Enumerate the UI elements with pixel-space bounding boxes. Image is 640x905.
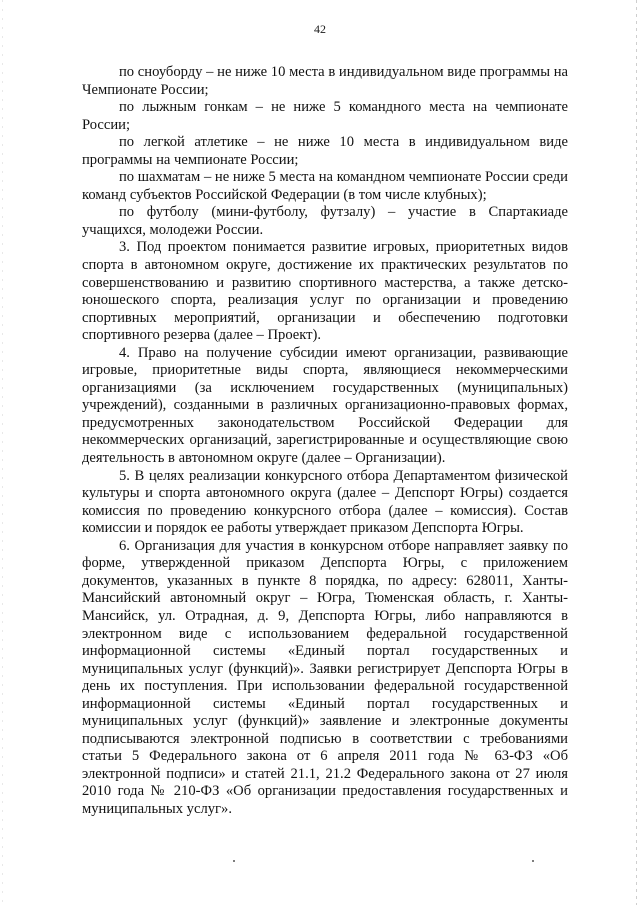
paragraph-clause-6: 6. Организация для участия в конкурсном отборе направляет заявку по форме, утвержденной приказом Депспорта Югры, с приложением документов, указанных в пункте 8 порядка, по адресу: 628011, Ханты-Мансийский автономный округ – Югра, Тюменская область, г. Ханты-Мансийск, ул. Отрадная, д. 9, Депспорта Югры, либо направляются в электронном виде с использованием федеральной государственной информационной системы «Единый портал государственных и муниципальных услуг (функций)». Заявки регистрирует Депспорта Югры в день их поступления. При использовании федеральной государственной информационной системы «Единый портал государственных и муниципальных услуг (функций)» заявление и электронные документы подписываются электронной подписью в соответствии с требованиями статьи 5 Федерального закона от 6 апреля 2011 года № 63-ФЗ «Об электронной подписи» и статей 21.1, 21.2 Федерального закона от 27 июля 2010 года № 210-ФЗ «Об организации предоставления государственных и муниципальных услуг». — [82, 537, 568, 817]
paragraph-clause-3: 3. Под проектом понимается развитие игровых, приоритетных видов спорта в автономном округе, достижение их практических результатов по совершенствованию и развитию спортивного мастерства, а также детско-юношеского спорта, реализация услуг по организации и проведению спортивных мероприятий, организации и обеспечению подготовки спортивного резерва (далее – Проект). — [82, 239, 568, 344]
scan-edge-right — [636, 0, 637, 905]
paragraph-clause-4: 4. Право на получение субсидии имеют организации, развивающие игровые, приоритетные виды спорта, являющиеся некоммерческими организациями (за исключением государственных (муниципальных) учреждений), созданными в различных организационно-правовых формах, предусмотренных законодательством Российской Федерации для некоммерческих организаций, зарегистрированные и осуществляющие свою деятельность в автономном округе (далее – Организации). — [82, 344, 568, 467]
paragraph-football: по футболу (мини-футболу, футзалу) – участие в Спартакиаде учащихся, молодежи России. — [82, 204, 568, 238]
scan-speck — [532, 860, 534, 862]
paragraph-chess: по шахматам – не ниже 5 места на командном чемпионате России среди команд субъектов Российской Федерации (в том числе клубных); — [82, 169, 568, 203]
paragraph-athletics: по легкой атлетике – не ниже 10 места в индивидуальном виде программы на чемпионате России; — [82, 134, 568, 168]
scan-edge-left — [2, 0, 3, 905]
page-number: 42 — [314, 22, 326, 36]
document-body — [82, 64, 568, 819]
paragraph-snowboard: по сноуборду – не ниже 10 места в индивидуальном виде программы на Чемпионате России; — [82, 64, 568, 98]
paragraph-clause-5: 5. В целях реализации конкурсного отбора Департаментом физической культуры и спорта автономного округа (далее – Депспорт Югры) создается комиссия по проведению конкурсного отбора (далее – комиссия). Состав комиссии и порядок ее работы утверждает приказом Депспорта Югры. — [82, 467, 568, 537]
scan-speck — [233, 860, 235, 862]
paragraph-ski-racing: по лыжным гонкам – не ниже 5 командного места на чемпионате России; — [82, 99, 568, 133]
